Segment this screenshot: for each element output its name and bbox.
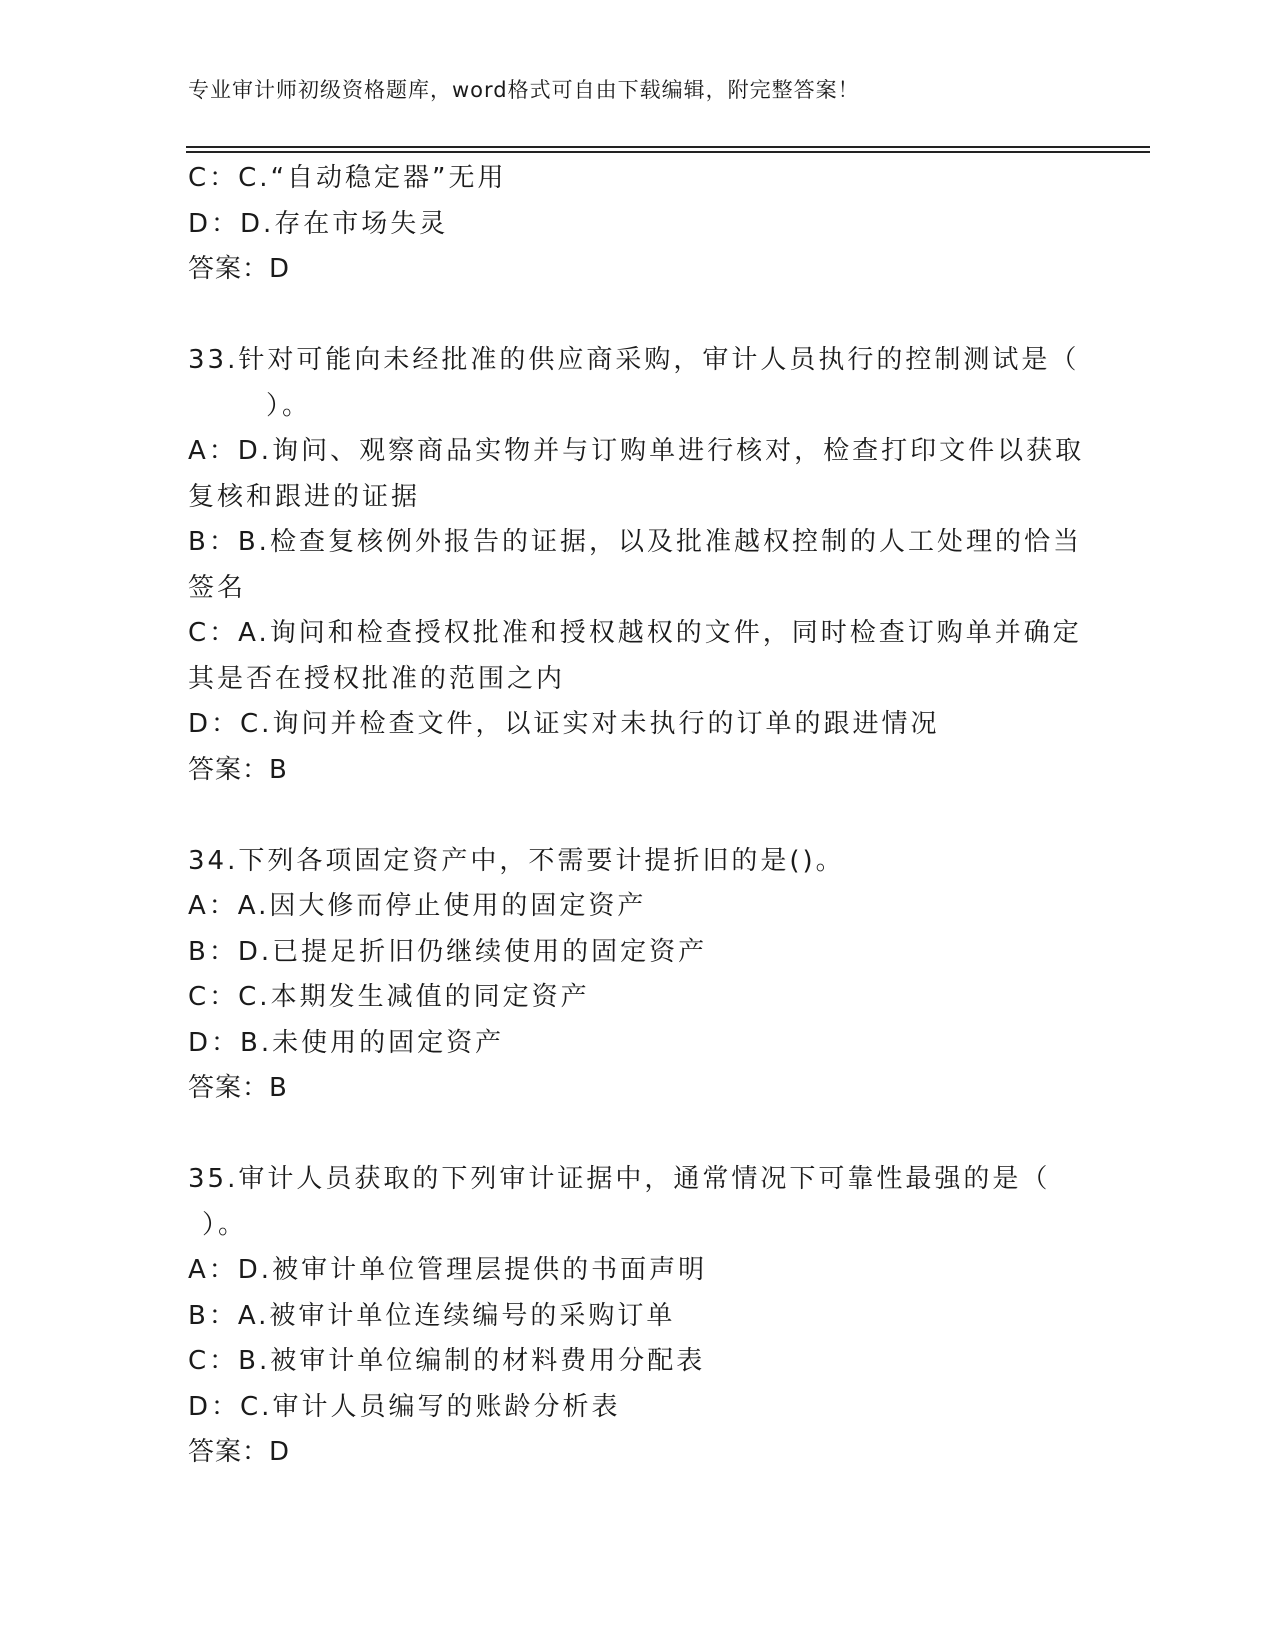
- option-line-wrap: 其是否在授权批准的范围之内: [188, 663, 566, 694]
- question-stem-continued: ）。: [202, 1209, 248, 1240]
- question-stem: 34.下列各项固定资产中，不需要计提折旧的是()。: [188, 845, 845, 876]
- option-line: A：D.被审计单位管理层提供的书面声明: [188, 1255, 708, 1285]
- header-rule-bottom: [186, 151, 1150, 153]
- answer-line: 答案：B: [188, 1073, 288, 1103]
- option-line: C：A.询问和检查授权批准和授权越权的文件，同时检查订购单并确定: [188, 618, 1082, 648]
- option-line: D：D.存在市场失灵: [188, 208, 449, 239]
- option-line: B：B.检查复核例外报告的证据，以及批准越权控制的人工处理的恰当: [188, 527, 1082, 557]
- spacer: [188, 793, 1088, 839]
- option-line-wrap: 签名: [188, 572, 247, 603]
- question-stem-continued: ）。: [266, 390, 312, 421]
- answer-line: 答案：D: [188, 1437, 291, 1467]
- answer-line: 答案：B: [188, 754, 288, 785]
- question-list: [188, 156, 1088, 1476]
- spacer: [188, 1112, 1088, 1158]
- option-line: C：C.本期发生减值的同定资产: [188, 982, 590, 1012]
- document-header: 专业审计师初级资格题库，word格式可自由下载编辑，附完整答案！: [188, 78, 860, 102]
- option-line: B：D.已提足折旧仍继续使用的固定资产: [188, 936, 708, 967]
- option-line-wrap: 复核和跟进的证据: [188, 481, 421, 512]
- option-line: D：B.未使用的固定资产: [188, 1027, 505, 1058]
- header-rule-top: [186, 146, 1150, 148]
- option-line: D：C.询问并检查文件，以证实对未执行的订单的跟进情况: [188, 709, 940, 739]
- option-line: A：A.因大修而停止使用的固定资产: [188, 891, 647, 921]
- question-stem: 35.审计人员获取的下列审计证据中，通常情况下可靠性最强的是（: [188, 1164, 1051, 1194]
- option-line: C：B.被审计单位编制的材料费用分配表: [188, 1346, 706, 1376]
- option-line: D：C.审计人员编写的账龄分析表: [188, 1391, 621, 1422]
- question-stem: 33.针对可能向未经批准的供应商采购，审计人员执行的控制测试是（: [188, 345, 1080, 375]
- option-line: B：A.被审计单位连续编号的采购订单: [188, 1300, 676, 1331]
- option-line: A：D.询问、观察商品实物并与订购单进行核对，检查打印文件以获取: [188, 436, 1085, 466]
- spacer: [188, 293, 1088, 339]
- option-line: C：C.“自动稳定器”无用: [188, 163, 507, 193]
- answer-line: 答案：D: [188, 254, 291, 284]
